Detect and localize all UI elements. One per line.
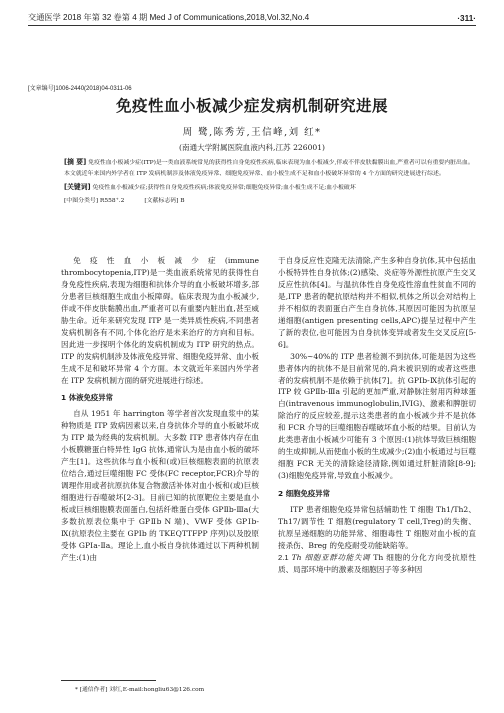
- author-list: 周 鹭,陈秀芳,王信峰,刘 红*: [182, 127, 322, 138]
- classification-line: [64, 196, 474, 207]
- section-heading-2: 2 细胞免疫异常: [278, 489, 331, 499]
- article-id: [文章编号]1006-2440(2018)04-0311-06: [28, 86, 132, 92]
- keywords-label: [关键词]: [64, 183, 91, 192]
- abstract: [64, 157, 474, 179]
- subsection-number: 2.1: [278, 552, 289, 562]
- section-1-paragraph-2: 30%~40%的 ITP 患者检测不到抗体,可能是因为这些患者体内的抗体不是目前常见的,尚未被识别的或者这些患者的发病机制不是依赖于抗体[7]。抗 GPⅠb-Ⅸ抗体引起的 ITP 较 GPⅡb-Ⅲa 引起的更加严重,对静脉注射用丙种球蛋白(intravenous immunoglobulin,IVIG)、激素和脾脏切除治疗的反应较差,提示这类患者的血小板减少并不是抗体和 FCR 介导的巨噬细胞吞噬破坏血小板的结果。目前认为此类患者血小板减少可能有 3 个原因:(1)抗体导致巨核细胞的生成抑制,从而使血小板的生成减少;(2)血小板通过与巨噬细胞 FCR 无关的清除途径清除,例如通过肝脏清除[8-9];(3)细胞免疫异常,导致血小板减少。: [278, 351, 476, 481]
- section-heading-1: 1 体液免疫异常: [61, 393, 114, 403]
- article-title: 免疫性血小板减少症发病机制研究进展: [115, 97, 388, 115]
- running-header: [28, 12, 476, 26]
- abstract-text: 免疫性血小板减少症(ITP)是一类血液系统常见的获得性自身免疫性疾病,临床表现为血小板减少,伴或不伴皮肤黏膜出血,严重者可以有重要内脏出血。本文就近年来国内外学者在 ITP 发病机制涉及体液免疫异常、细胞免疫异常、血小板生成不足和血小板破坏异常的 4 个方面的研究进展进行综述。: [64, 160, 474, 177]
- subsection-title: Th 细胞亚群功能失调: [291, 552, 371, 562]
- journal-citation: 交通医学 2018 年第 32 卷第 4 期 Med J of Communications,2018,Vol.32,No.4: [28, 13, 310, 22]
- abstract-block: [64, 157, 474, 206]
- keywords-text: 免疫性血小板减少症;获得性自身免疫性疾病;体液免疫异常;细胞免疫异常;血小板生成不足;血小板破坏: [92, 185, 356, 192]
- section-1-continued: 于自身反应性克隆无法清除,产生多种自身抗体,其中包括血小板特异性自身抗体;(2)感染、炎症等外源性抗原产生交叉反应性抗体[4]。与温抗体性自身免疫性溶血性贫血不同的是,ITP 患者的靶抗原结构并不相似,机体之所以会对结构上并不相似的表面蛋白产生自身抗体,其原因可能因为抗原呈递细胞(antigen presenting cells,APC)提呈过程中产生了新的表位,也可能因为自身抗体变异或者发生交叉反应[5-6]。: [278, 256, 476, 349]
- corresponding-author-footnote: * [通信作者] 刘红,E-mail:hongliu63@126.com: [75, 687, 205, 693]
- subsection-heading-2-1: [278, 552, 476, 576]
- right-column: [278, 255, 476, 576]
- keywords: [64, 182, 474, 194]
- body-columns: [61, 255, 476, 576]
- footnote-divider: [61, 680, 156, 681]
- section-1-paragraph: 自从 1951 年 harrington 等学者首次发现血浆中的某种物质是 ITP 致病因素以来,自身抗体介导的血小板破坏成为 ITP 最为经典的发病机制。大多数 ITP 患者体内存在血小板膜糖蛋白特异性 IgG 抗体,通常认为是由血小板的破坏产生[1]。这些抗体与血小板和(或)巨核细胞表面的抗原表位结合,通过巨噬细胞 FC 受体(FC receptor,FCR)介导的调理作用或者抗原抗体复合物激活补体对血小板和(或)巨核细胞进行吞噬破坏[2-3]。目前已知的抗原靶位主要是血小板或巨核细胞膜表面蛋白,包括纤维蛋白受体 GPⅡb-Ⅲa(大多数抗原表位集中于 GPⅡb N 端)、VWF 受体 GPⅠb-Ⅸ(抗原表位主要在 GPⅠb 的 TKEQTTFPP 序列)以及胶原受体 GPⅠa-Ⅱa。理论上,血小板自身抗体通过以下两种机制产生:(1)由: [61, 409, 259, 562]
- document-code: [文献标志码] B: [144, 197, 185, 204]
- intro-paragraph: 免疫性血小板减少症(immune thrombocytopenia,ITP)是一类血液系统常见的获得性自身免疫性疾病,表现为细胞和抗体介导的血小板破坏增多,部分患者巨核细胞生成血小板障碍。临床表现为血小板减少,伴或不伴皮肤黏膜出血,严重者可以有重要内脏出血,甚至威胁生命。近年来研究发现 ITP 是一类异质性疾病,不同患者发病机制各有不同,个体化治疗是未来治疗的方向和目标。因此进一步探明个体化的发病机制成为 ITP 研究的热点。ITP 的发病机制涉及体液免疫异常、细胞免疫异常、血小板生成不足和破坏异常 4 个方面。本文就近年来国内外学者在 ITP 发病机制方面的研究进展进行综述。: [61, 256, 259, 385]
- left-column: [61, 255, 259, 576]
- section-2-paragraph: ITP 患者细胞免疫异常包括辅助性 T 细胞 Th1/Th2、Th17/调节性 T 细胞(regulatory T cell,Treg)的失衡、抗原呈递细胞的功能异常、细胞毒性 T 细胞对血小板的直接杀伤、Breg 的免疫耐受功能缺陷等。: [278, 505, 476, 550]
- clc-number: [中图分类号] R558⁺.2: [64, 197, 125, 204]
- subsection-text: Th 细胞的分化方向受抗原性质、局部环境中的激素及细胞因子等多种因: [278, 552, 476, 574]
- author-affiliation: (南通大学附属医院血液内科,江苏 226001): [178, 143, 326, 152]
- page-number: ·311·: [457, 14, 476, 23]
- abstract-label: [摘 要]: [64, 158, 87, 166]
